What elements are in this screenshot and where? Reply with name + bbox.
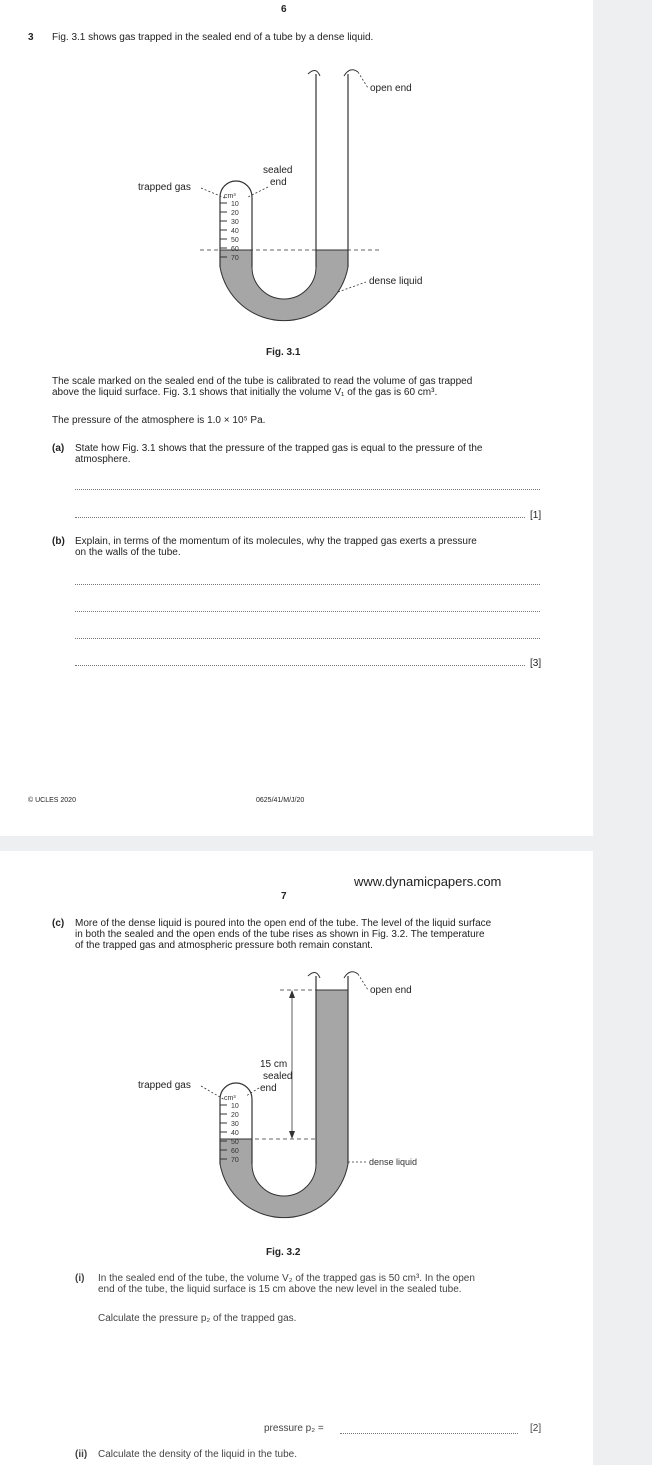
scale-tick-70: 70 [231, 255, 239, 262]
part-b-line-2: on the walls of the tube. [75, 547, 181, 558]
scale-tick-30: 30 [231, 1121, 239, 1128]
paragraph-2: The pressure of the atmosphere is 1.0 × 10⁵ Pa. [52, 415, 266, 426]
part-i-line-3: Calculate the pressure p₂ of the trapped gas. [98, 1313, 297, 1324]
answer-line-a-2[interactable] [75, 517, 525, 518]
part-b-label: (b) [52, 536, 65, 547]
scale-unit: cm³ [224, 1095, 236, 1102]
part-b-line-1: Explain, in terms of the momentum of its molecules, why the trapped gas exerts a pressure [75, 536, 477, 547]
part-ii-label: (ii) [75, 1449, 88, 1460]
part-c-label: (c) [52, 918, 65, 929]
label-sealed: sealed [263, 1071, 293, 1082]
label-trapped-gas: trapped gas [138, 1080, 191, 1091]
scale-tick-60: 60 [231, 246, 239, 253]
label-sealed: sealed [263, 165, 293, 176]
page-number: 6 [281, 4, 287, 15]
scale-unit: cm³ [224, 193, 236, 200]
footer-paper-code: 0625/41/M/J/20 [256, 797, 305, 804]
figure-3-2-caption: Fig. 3.2 [266, 1247, 301, 1258]
tube-break-mark-right [344, 972, 358, 978]
arrow-head-top [289, 990, 295, 998]
part-i-line-1: In the sealed end of the tube, the volume V₂ of the trapped gas is 50 cm³. In the open [98, 1273, 475, 1284]
answer-line-a-1[interactable] [75, 489, 540, 490]
pressure-answer-label: pressure p₂ = [264, 1423, 324, 1434]
question-intro: Fig. 3.1 shows gas trapped in the sealed end of a tube by a dense liquid. [52, 32, 374, 43]
label-dense-liquid: dense liquid [369, 1157, 418, 1167]
scale-tick-30: 30 [231, 219, 239, 226]
arrow-head-bottom [289, 1131, 295, 1139]
scale-tick-10: 10 [231, 201, 239, 208]
scale-tick-60: 60 [231, 1148, 239, 1155]
dense-liquid-fill [220, 990, 348, 1218]
scale-tick-20: 20 [231, 1112, 239, 1119]
label-trapped-gas: trapped gas [138, 182, 191, 193]
label-end: end [270, 177, 287, 188]
scale-tick-40: 40 [231, 228, 239, 235]
scale-tick-10: 10 [231, 1103, 239, 1110]
label-dense-liquid: dense liquid [369, 276, 423, 287]
paragraph-1-line-2: above the liquid surface. Fig. 3.1 shows that initially the volume V₁ of the gas is 60 cm³. [52, 387, 438, 398]
scale-tick-40: 40 [231, 1130, 239, 1137]
label-open-end: open end [370, 985, 412, 996]
pressure-answer-line[interactable] [340, 1433, 518, 1434]
tube-break-mark-left [308, 70, 320, 76]
label-open-end: open end [370, 83, 412, 94]
open-end-pointer [358, 974, 368, 990]
answer-line-b-4[interactable] [75, 665, 525, 666]
website-watermark: www.dynamicpapers.com [354, 874, 502, 889]
part-ii-line-1: Calculate the density of the liquid in the tube. [98, 1449, 298, 1460]
part-i-line-2: end of the tube, the liquid surface is 15 cm above the new level in the sealed tube. [98, 1284, 462, 1295]
answer-line-b-2[interactable] [75, 611, 540, 612]
part-c-line-1: More of the dense liquid is poured into the open end of the tube. The level of the liquid surface [75, 918, 492, 929]
part-c-line-3: of the trapped gas and atmospheric pressure both remain constant. [75, 940, 373, 951]
figure-3-2-diagram [120, 964, 440, 1234]
exam-page-7 [0, 851, 593, 1465]
figure-3-1-diagram [120, 62, 440, 362]
dense-liquid-fill [220, 250, 348, 321]
label-end: end [260, 1083, 277, 1094]
label-15cm: 15 cm [260, 1059, 288, 1070]
scale-tick-50: 50 [231, 237, 239, 244]
open-end-pointer [358, 72, 368, 88]
answer-line-b-1[interactable] [75, 584, 540, 585]
scale-tick-50: 50 [231, 1139, 239, 1146]
question-number: 3 [28, 32, 34, 43]
scale-tick-20: 20 [231, 210, 239, 217]
scale-tick-70: 70 [231, 1157, 239, 1164]
part-b-marks: [3] [530, 658, 542, 669]
paragraph-1-line-1: The scale marked on the sealed end of the tube is calibrated to read the volume of gas trapped [52, 376, 473, 387]
tube-break-mark-right [344, 70, 358, 76]
part-a-line-2: atmosphere. [75, 454, 131, 465]
part-c-line-2: in both the sealed and the open ends of the tube rises as shown in Fig. 3.2. The temperature [75, 929, 485, 940]
answer-line-b-3[interactable] [75, 638, 540, 639]
part-a-line-1: State how Fig. 3.1 shows that the pressure of the trapped gas is equal to the pressure of the [75, 443, 483, 454]
page-number: 7 [281, 891, 287, 902]
figure-3-1-caption: Fig. 3.1 [266, 347, 301, 358]
tube-break-mark-left [308, 972, 320, 978]
part-a-label: (a) [52, 443, 65, 454]
footer-copyright: © UCLES 2020 [28, 797, 76, 804]
part-i-label: (i) [75, 1273, 85, 1284]
part-i-marks: [2] [530, 1423, 542, 1434]
part-a-marks: [1] [530, 510, 542, 521]
